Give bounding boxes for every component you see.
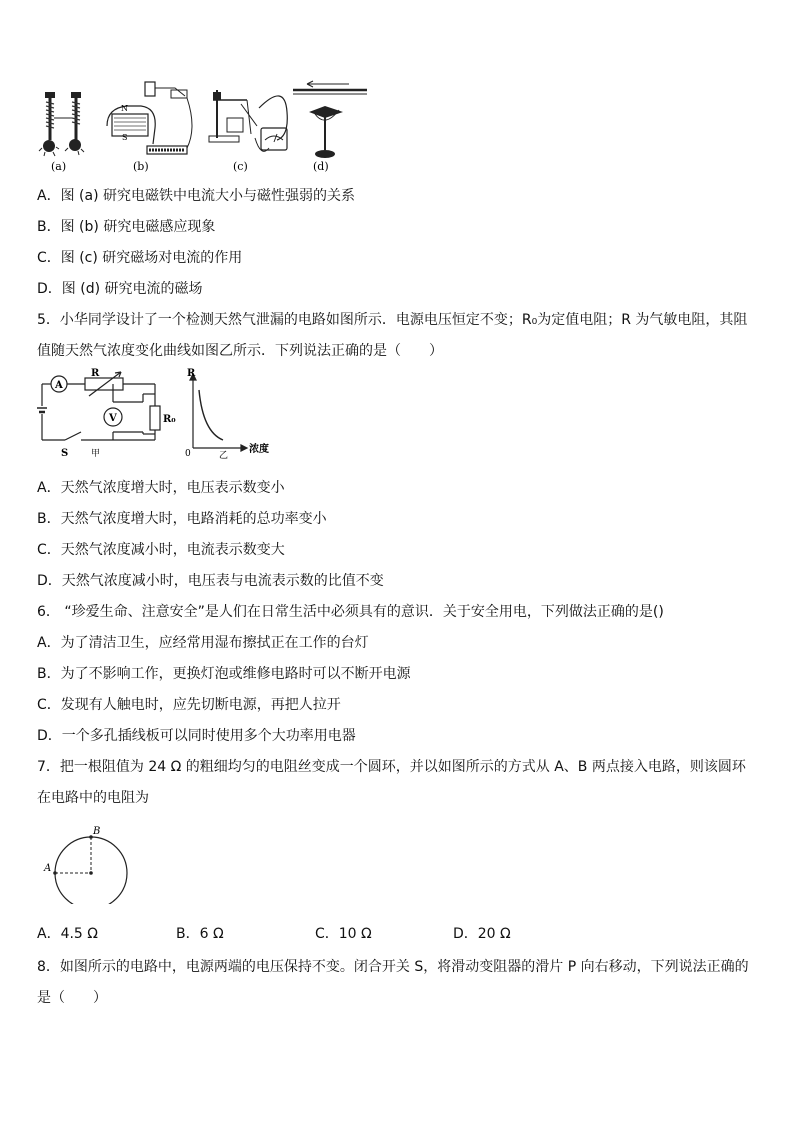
- q5-option-d: D．天然气浓度减小时，电压表与电流表示数的比值不变: [37, 573, 384, 589]
- graph-axis-concentration: 浓度: [249, 444, 269, 455]
- q4-option-a: A．图 (a) 研究电磁铁中电流大小与磁性强弱的关系: [37, 188, 355, 204]
- figure-a-electromagnets: [39, 92, 84, 173]
- resistor-r0-label: R₀: [163, 414, 176, 425]
- figure-b-induction: [107, 82, 192, 173]
- resistance-curve-yi: [190, 374, 247, 451]
- figure-c-meter-setup: [209, 90, 287, 173]
- q4-option-c: C．图 (c) 研究磁场对电流的作用: [37, 250, 243, 266]
- figure-b-s-mark: S: [122, 133, 128, 142]
- q7-option-b: B．6 Ω: [176, 926, 224, 942]
- figure-yi-label: 乙: [219, 451, 229, 460]
- figure-a-label: (a): [51, 160, 67, 173]
- q8-stem: 8．如图所示的电路中，电源两端的电压保持不变。闭合开关 S，将滑动变阻器的滑片 P 向右移动，下列说法正确的是（ ）: [37, 959, 749, 1006]
- graph-origin: 0: [185, 449, 191, 459]
- q4-option-d: D．图 (d) 研究电流的磁场: [37, 281, 203, 297]
- q6-option-c: C．发现有人触电时，应先切断电源，再把人拉开: [37, 697, 341, 713]
- figure-b-n-mark: N: [121, 104, 128, 113]
- q4-figure-strip: [37, 78, 367, 176]
- figure-d-compass: [293, 81, 367, 173]
- q7-option-d: D．20 Ω: [453, 926, 511, 942]
- figure-b-label: (b): [133, 160, 149, 173]
- q6-option-d: D．一个多孔插线板可以同时使用多个大功率用电器: [37, 728, 356, 744]
- q7-option-c: C．10 Ω: [315, 926, 372, 942]
- q4-option-b: B．图 (b) 研究电磁感应现象: [37, 219, 216, 235]
- q7-option-a: A．4.5 Ω: [37, 926, 98, 942]
- q5-stem: 5．小华同学设计了一个检测天然气泄漏的电路如图所示．电源电压恒定不变；R₀为定值电阻；R 为气敏电阻，其阻值随天然气浓度变化曲线如图乙所示．下列说法正确的是（ ）: [37, 312, 748, 359]
- figure-d-label: (d): [313, 160, 329, 173]
- ring-point-a: A: [44, 863, 52, 874]
- q5-option-b: B．天然气浓度增大时，电路消耗的总功率变小: [37, 511, 327, 527]
- q7-stem: 7．把一根阻值为 24 Ω 的粗细均匀的电阻丝变成一个圆环，并以如图所示的方式从 A、B 两点接入电路，则该圆环在电路中的电阻为: [37, 759, 746, 806]
- voltmeter-symbol: V: [109, 413, 117, 424]
- ammeter-symbol: A: [55, 380, 63, 391]
- q5-circuit-figure: [37, 368, 299, 460]
- q6-option-b: B．为了不影响工作，更换灯泡或维修电路时可以不断开电源: [37, 666, 411, 682]
- ring-point-b: B: [93, 826, 101, 837]
- q5-option-a: A．天然气浓度增大时，电压表示数变小: [37, 480, 285, 496]
- graph-axis-r: R: [187, 368, 196, 379]
- switch-label: S: [61, 448, 69, 459]
- q7-ring-figure: [37, 822, 137, 904]
- q5-option-c: C．天然气浓度减小时，电流表示数变大: [37, 542, 285, 558]
- figure-jia-label: 甲: [91, 449, 101, 459]
- figure-c-label: (c): [233, 160, 248, 173]
- q6-option-a: A．为了清洁卫生，应经常用湿布擦拭正在工作的台灯: [37, 635, 369, 651]
- resistor-r-label: R: [91, 368, 100, 379]
- q6-stem: 6． “珍爱生命、注意安全”是人们在日常生活中必须具有的意识．关于安全用电，下列做法正确的是(): [37, 604, 664, 620]
